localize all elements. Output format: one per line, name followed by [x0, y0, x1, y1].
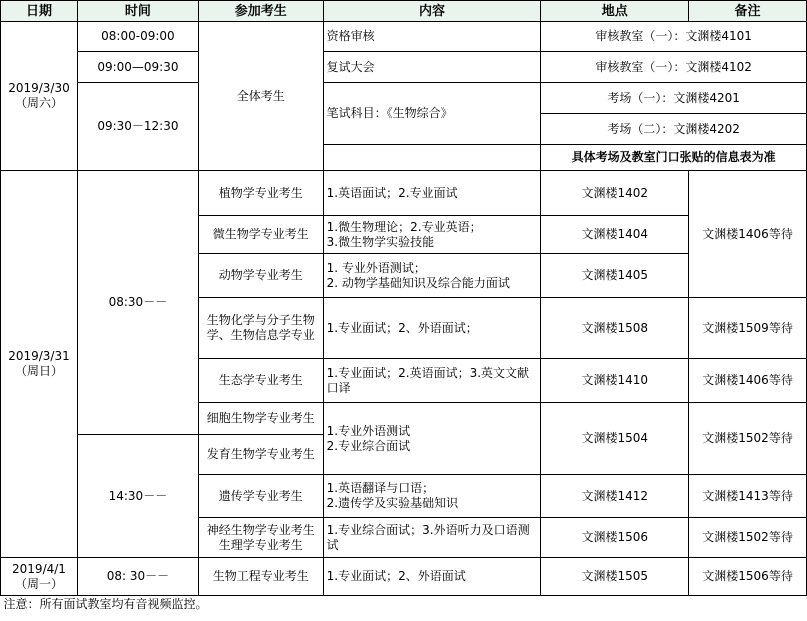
- content-cell: 1.专业综合面试；3.外语听力及口语测试: [323, 518, 541, 558]
- header-content: 内容: [323, 1, 541, 22]
- place-cell: 文渊楼1505: [541, 558, 689, 596]
- header-note: 备注: [689, 1, 807, 22]
- table-row: [1, 22, 807, 52]
- group-cell: 全体考生: [198, 22, 323, 171]
- footer-note: 注意：所有面试教室均有音视频监控。: [1, 596, 807, 614]
- note-cell: 文渊楼1502等待: [689, 518, 807, 558]
- date-cell: 2019/3/30 （周六）: [1, 22, 78, 171]
- note-cell: 文渊楼1509等待: [689, 298, 807, 359]
- note-cell: 文渊楼1502等待: [689, 403, 807, 475]
- content-cell: 1.英语翻译与口语； 2.遗传学及实验基础知识: [323, 475, 541, 518]
- header-row: [1, 1, 807, 22]
- content-cell: 1.专业外语测试 2.专业综合面试: [323, 403, 541, 475]
- time-cell: 14:30－－: [77, 435, 198, 558]
- table-row: [1, 558, 807, 596]
- group-cell: 生物工程专业考生: [198, 558, 323, 596]
- date-cell: 2019/4/1 （周一）: [1, 558, 78, 596]
- content-cell: 1. 专业外语测试； 2. 动物学基础知识及综合能力面试: [323, 254, 541, 298]
- place-cell: 文渊楼1504: [541, 403, 689, 475]
- group-cell: 植物学专业考生: [198, 171, 323, 216]
- table-row: [1, 83, 807, 114]
- content-cell: 资格审核: [323, 22, 541, 52]
- place-cell: 考场（二）：文渊楼4202: [541, 114, 807, 145]
- time-cell: 09:00—09:30: [77, 52, 198, 83]
- note-cell: 文渊楼1413等待: [689, 475, 807, 518]
- time-cell: 08:30－－: [77, 171, 198, 435]
- header-date: 日期: [1, 1, 78, 22]
- date-cell: 2019/3/31 （周日）: [1, 171, 78, 558]
- place-cell: 文渊楼1405: [541, 254, 689, 298]
- time-cell: 08:00-09:00: [77, 22, 198, 52]
- content-cell: 1.专业面试；2、外语面试: [323, 558, 541, 596]
- table-row: [1, 171, 807, 216]
- place-cell: 文渊楼1412: [541, 475, 689, 518]
- note-cell: 文渊楼1506等待: [689, 558, 807, 596]
- group-cell: 动物学专业考生: [198, 254, 323, 298]
- place-cell: 文渊楼1402: [541, 171, 689, 216]
- footer-row: [1, 596, 807, 614]
- group-cell: 遗传学专业考生: [198, 475, 323, 518]
- place-cell: 文渊楼1404: [541, 216, 689, 254]
- header-group: 参加考生: [198, 1, 323, 22]
- content-cell: 1.英语面试；2.专业面试: [323, 171, 541, 216]
- group-cell: 生物化学与分子生物学、生物信息学专业: [198, 298, 323, 359]
- note-cell: 文渊楼1406等待: [689, 359, 807, 403]
- place-cell: 文渊楼1508: [541, 298, 689, 359]
- place-cell: 文渊楼1506: [541, 518, 689, 558]
- group-cell: 细胞生物学专业考生: [198, 403, 323, 435]
- time-cell: 09:30－12:30: [77, 83, 198, 171]
- place-cell: 文渊楼1410: [541, 359, 689, 403]
- content-cell: 笔试科目：《生物综合》: [323, 83, 541, 145]
- header-place: 地点: [541, 1, 689, 22]
- time-cell: 08: 30－－: [77, 558, 198, 596]
- place-cell: 考场（一）：文渊楼4201: [541, 83, 807, 114]
- content-cell: 1.专业面试；2.英语面试；3.英文文献口译: [323, 359, 541, 403]
- content-cell: 1.微生物理论；2.专业英语； 3.微生物学实验技能: [323, 216, 541, 254]
- content-cell: 1.专业面试；2、外语面试；: [323, 298, 541, 359]
- group-cell: 生态学专业考生: [198, 359, 323, 403]
- group-cell: 微生物学专业考生: [198, 216, 323, 254]
- place-cell: 审核教室（一）：文渊楼4101: [541, 22, 807, 52]
- group-cell: 神经生物学专业考生 生理学专业考生: [198, 518, 323, 558]
- note-cell: 文渊楼1406等待: [689, 171, 807, 298]
- table-row: [1, 52, 807, 83]
- notice-text: 具体考场及教室门口张贴的信息表为准: [541, 145, 807, 171]
- group-cell: 发育生物学专业考生: [198, 435, 323, 475]
- content-cell: 复试大会: [323, 52, 541, 83]
- place-cell: 审核教室（一）：文渊楼4102: [541, 52, 807, 83]
- header-time: 时间: [77, 1, 198, 22]
